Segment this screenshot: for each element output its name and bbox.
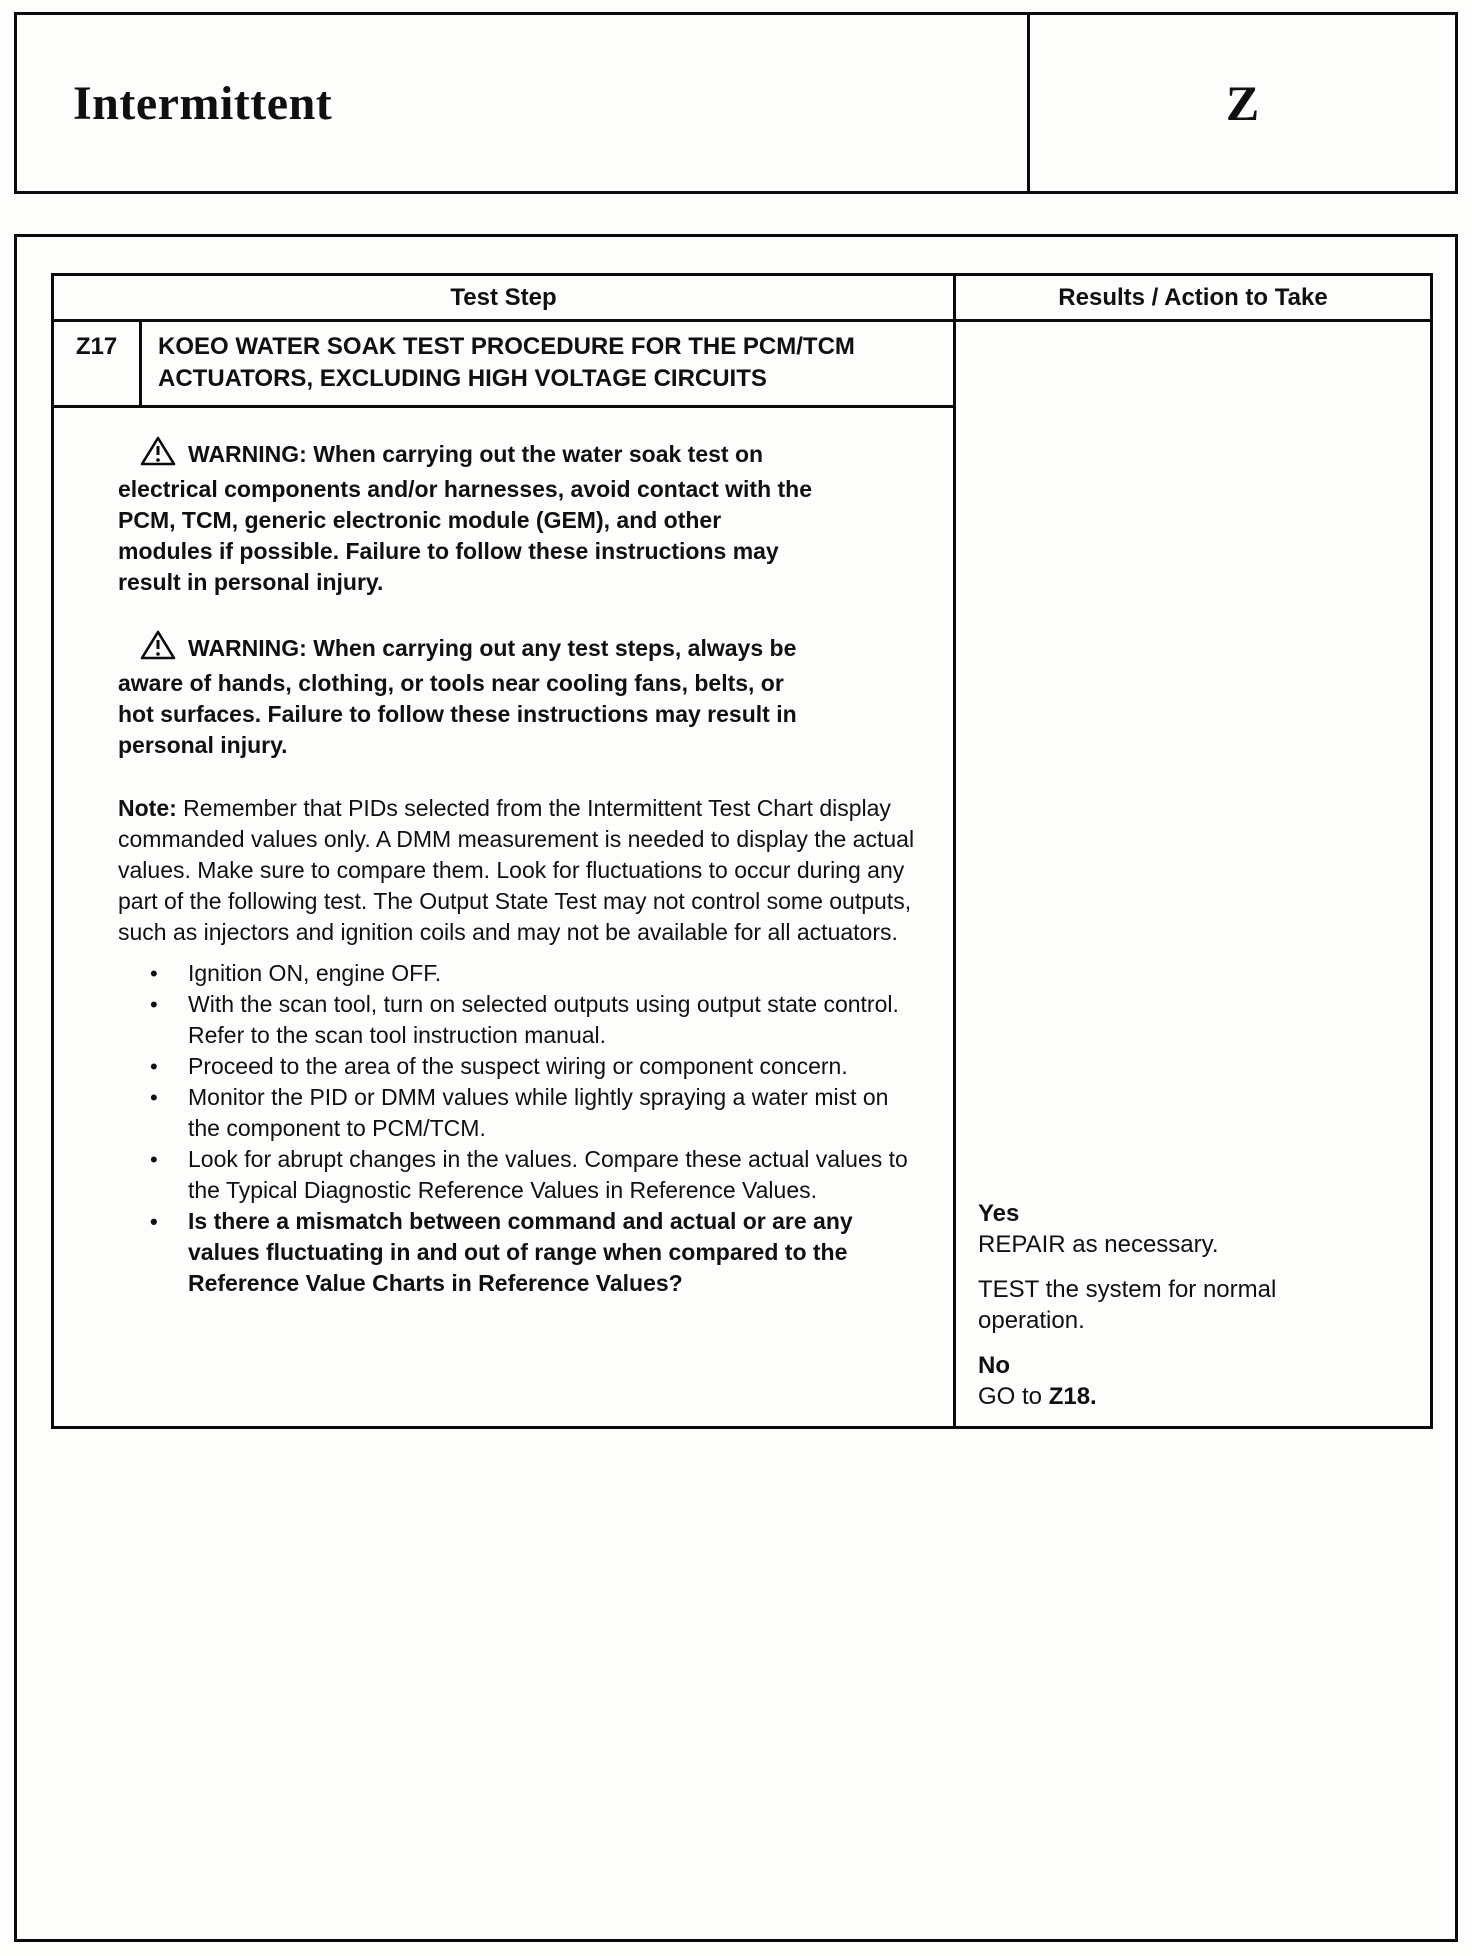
decision-question-text: Is there a mismatch between command and actual or are any values fluctuating in and out of range when compared to the Reference Value Charts in Reference Values?	[188, 1208, 853, 1296]
bullet-text: With the scan tool, turn on selected outputs using output state control. Refer to the scan tool instruction manual.	[188, 991, 899, 1048]
bullet-icon: •	[150, 992, 158, 1017]
decision-question	[118, 1206, 918, 1299]
page-title: Intermittent	[73, 76, 333, 130]
page-header-left-cell	[17, 15, 1027, 191]
bullet-icon: •	[150, 1209, 158, 1234]
column-header-test-step: Test Step	[54, 276, 956, 322]
bullet-icon: •	[150, 961, 158, 986]
results-action-cell	[956, 322, 1430, 1426]
note-label: Note:	[118, 795, 177, 821]
bullet-icon: •	[150, 1147, 158, 1172]
warning-text-1: WARNING: When carrying out the water soak test on electrical components and/or harnesses, avoid contact with the PCM, TCM, generic electronic module (GEM), and other modules if possible. Failure to follow these instructions may result in personal injury.	[118, 441, 813, 595]
bullet-icon: •	[150, 1054, 158, 1079]
bullet-item	[118, 958, 918, 989]
note-text: Remember that PIDs selected from the Intermittent Test Chart display commanded values only. A DMM measurement is needed to display the actual values. Make sure to compare them. Look for fluctuations to occur during any part of the following test. The Output State Test may not control some outputs, such as injectors and ignition coils and may not be available for all actuators.	[118, 795, 915, 945]
test-step-body	[54, 408, 956, 1426]
goto-text: GO to	[978, 1383, 1043, 1410]
result-yes-action-1: REPAIR as necessary.	[978, 1231, 1219, 1258]
result-yes-label: Yes	[978, 1200, 1020, 1227]
test-step-table	[51, 273, 1433, 1429]
warning-triangle-icon	[140, 436, 176, 474]
bullet-item	[118, 1082, 918, 1144]
step-title: KOEO WATER SOAK TEST PROCEDURE FOR THE PCM/TCM ACTUATORS, EXCLUDING HIGH VOLTAGE CIRCUITS	[158, 333, 855, 392]
goto-target-step: Z18.	[1048, 1383, 1097, 1410]
page-header-right-cell	[1027, 15, 1455, 191]
bullet-text: Proceed to the area of the suspect wiring or component concern.	[188, 1053, 848, 1079]
bullet-text: Ignition ON, engine OFF.	[188, 960, 442, 986]
bullet-icon: •	[150, 1085, 158, 1110]
warning-text-2: WARNING: When carrying out any test steps, always be aware of hands, clothing, or tools near cooling fans, belts, or hot surfaces. Failure to follow these instructions may result in personal injury.	[118, 635, 797, 758]
bullet-text: Look for abrupt changes in the values. Compare these actual values to the Typical Diagnostic Reference Values in Reference Values.	[188, 1146, 908, 1203]
bullet-item	[118, 1144, 918, 1206]
result-no-action	[978, 1381, 1338, 1412]
bullet-item	[118, 989, 918, 1051]
procedure-bullet-list	[118, 958, 937, 1299]
result-no-label: No	[978, 1352, 1010, 1379]
result-yes-action-2: TEST the system for normal operation.	[978, 1276, 1277, 1334]
bullet-text: Monitor the PID or DMM values while lightly spraying a water mist on the component to PCM/TCM.	[188, 1084, 889, 1141]
warning-paragraph-2	[118, 630, 818, 761]
column-header-results: Results / Action to Take	[956, 276, 1430, 322]
warning-triangle-icon	[140, 630, 176, 668]
content-box	[14, 234, 1458, 1942]
step-header-row	[54, 322, 956, 408]
step-id: Z17	[54, 322, 142, 405]
note-paragraph	[118, 793, 937, 948]
bullet-item	[118, 1051, 918, 1082]
warning-paragraph-1	[118, 436, 818, 598]
page-header	[14, 12, 1458, 194]
section-letter: Z	[1225, 75, 1260, 131]
